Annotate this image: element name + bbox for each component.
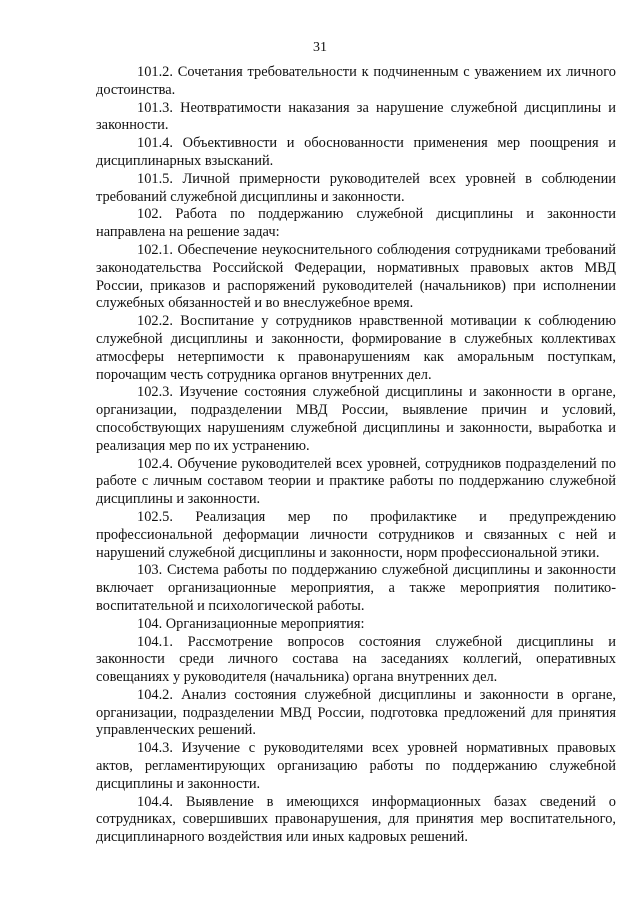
- paragraph-102-4: 102.4. Обучение руководителей всех уровней, сотрудников подразделений по работе с личным составом теории и практике работы по поддержанию служебной дисциплины и законности.: [96, 455, 616, 508]
- paragraph-104: 104. Организационные мероприятия:: [137, 615, 365, 632]
- paragraph-104-1: 104.1. Рассмотрение вопросов состояния служебной дисциплины и законности среди личного состава на заседаниях коллегий, оперативных совещаниях у руководителя (начальника) органа внутренних дел.: [96, 633, 616, 686]
- paragraph-104-3: 104.3. Изучение с руководителями всех уровней нормативных правовых актов, регламентирующих организацию работы по поддержанию служебной дисциплины и законности.: [96, 740, 616, 792]
- paragraph-101-4: 101.4. Объективности и обоснованности применения мер поощрения и дисциплинарных взысканий.: [96, 135, 616, 169]
- paragraph-102-5: 102.5. Реализация мер по профилактике и предупреждению профессиональной деформации личности сотрудников и связанных с ней и нарушений служебной дисциплины и законности, норм профессиональной этики.: [96, 508, 616, 561]
- paragraph-104-4: 104.4. Выявление в имеющихся информационных базах сведений о сотрудниках, совершивших правонарушения, для принятия мер воспитательного, дисциплинарного воздействия или иных кадровых решений.: [96, 793, 616, 846]
- paragraph-103: 103. Система работы по поддержанию служебной дисциплины и законности включает организационные мероприятия, а также мероприятия политико-воспитательной и психологической работы.: [96, 562, 616, 614]
- paragraph-101-3: 101.3. Неотвратимости наказания за нарушение служебной дисциплины и законности.: [96, 99, 616, 134]
- paragraph-104-2: 104.2. Анализ состояния служебной дисциплины и законности в органе, организации, подразделении МВД России, подготовка предложений для принятия управленческих решений.: [96, 686, 616, 739]
- paragraph-102: 102. Работа по поддержанию служебной дисциплины и законности направлена на решение задач:: [96, 206, 616, 241]
- paragraph-102-2: 102.2. Воспитание у сотрудников нравственной мотивации к соблюдению служебной дисциплины и законности, формирование в служебных коллективах атмосферы нетерпимости к правонарушениям как аморальным поступкам, порочащим честь сотрудника органов внутренних дел.: [96, 313, 616, 383]
- page-number: 31: [313, 40, 327, 55]
- paragraph-102-1: 102.1. Обеспечение неукоснительного соблюдения сотрудниками требований законодательства Российской Федерации, нормативных правовых актов МВД России, приказов и распоряжений руководителей (начальников) при исполнении служебных обязанностей и во внеслужебное время.: [96, 241, 616, 312]
- paragraph-101-2: 101.2. Сочетания требовательности к подчиненным с уважением их личного достоинства.: [96, 64, 616, 98]
- paragraph-102-3: 102.3. Изучение состояния служебной дисциплины и законности в органе, организации, подразделении МВД России, выявление причин и условий, способствующих нарушениям служебной дисциплины и законности, выработка и реализация мер по их устранению.: [96, 384, 616, 454]
- document-body: [96, 64, 616, 847]
- paragraph-101-5: 101.5. Личной примерности руководителей всех уровней в соблюдении требований служебной дисциплины и законности.: [96, 170, 616, 205]
